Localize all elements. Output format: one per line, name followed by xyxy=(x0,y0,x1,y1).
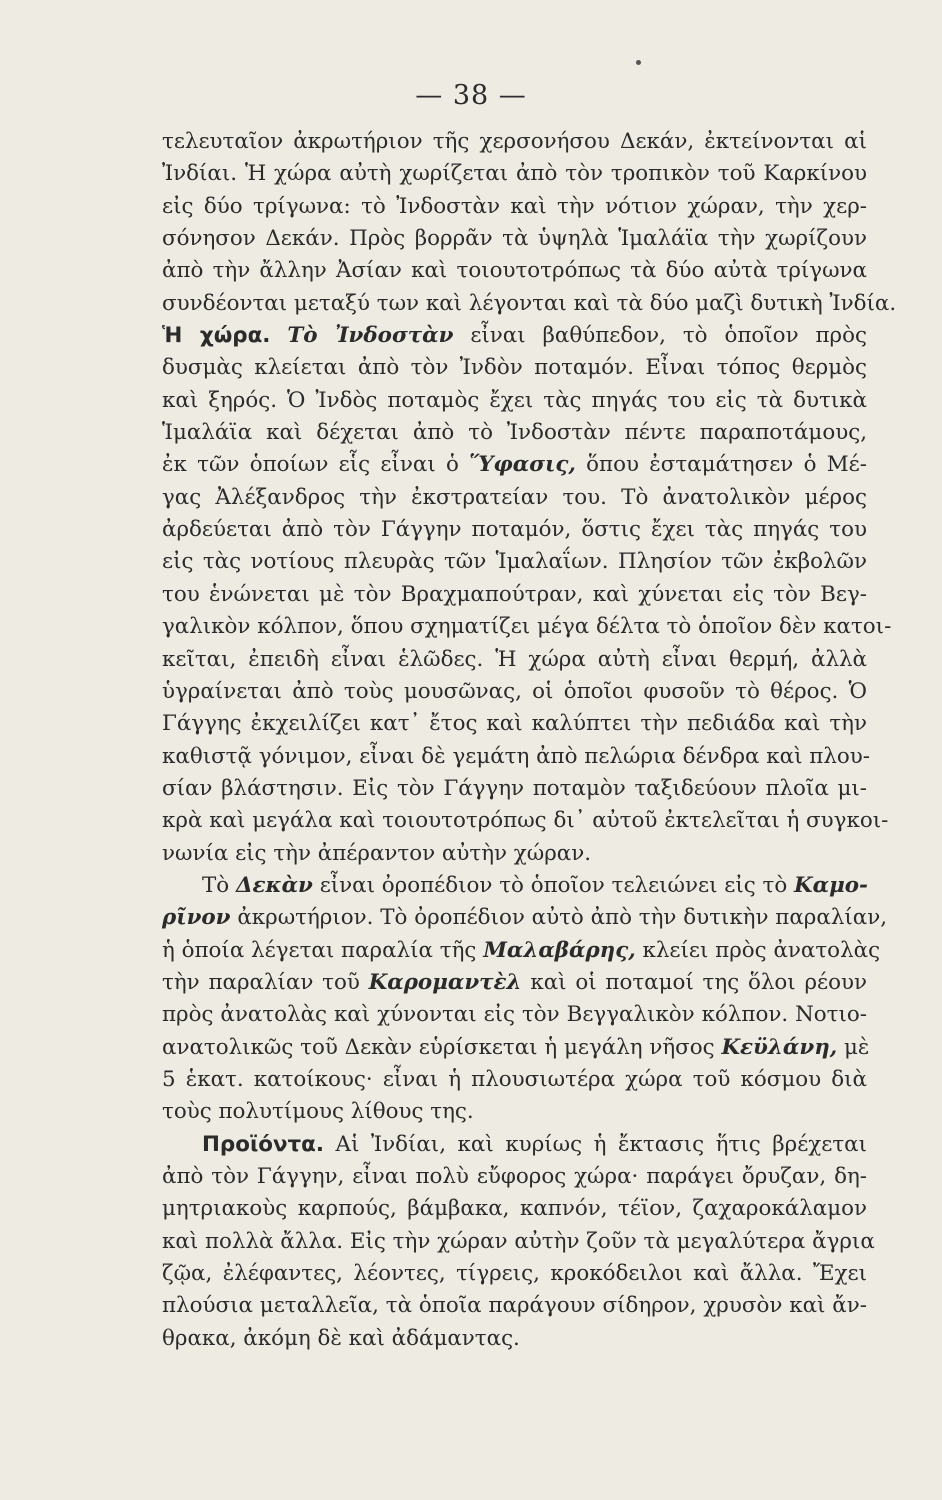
text-run: τοὺς πολυτίμους λίθους της. xyxy=(162,1099,474,1125)
text-line xyxy=(162,999,867,1031)
text-run: ὑγραίνεται ἀπὸ τοὺς μουσῶνας, οἱ ὁποῖοι φυσοῦν τὸ θέρος. Ὁ xyxy=(162,678,867,704)
text-run: πλούσια μεταλλεῖα, τὰ ὁποῖα παράγουν σίδηρον, χρυσὸν καὶ ἄν- xyxy=(162,1293,867,1319)
page-number: — 38 — xyxy=(415,80,527,111)
text-line xyxy=(162,449,867,481)
text-line xyxy=(162,126,867,158)
text-run: ὅπου ἐσταμάτησεν ὁ Μέ- xyxy=(575,452,867,478)
text-run: δυσμὰς κλείεται ἀπὸ τὸν Ἰνδὸν ποταμόν. Εἶναι τόπος θερμὸς xyxy=(162,355,867,381)
text-run: μὲ xyxy=(837,1034,870,1060)
text-line xyxy=(162,514,867,546)
text-run: ἀπὸ τὴν ἄλλην Ἀσίαν καὶ τοιουτοτρόπως τὰ δύο αὐτὰ τρίγωνα xyxy=(162,258,867,284)
text-run: κεῖται, ἐπειδὴ εἶναι ἑλῶδες. Ἡ χώρα αὐτὴ εἶναι θερμή, ἀλλὰ xyxy=(162,646,867,672)
text-run: εἶναι ὀροπέδιον τὸ ὁποῖον τελειώνει εἰς τὸ xyxy=(312,872,795,898)
text-line xyxy=(162,611,892,643)
text-run: κρὰ καὶ μεγάλα καὶ τοιουτοτρόπως δι᾿ αὐτοῦ ἐκτελεῖται ἡ συγκοι- xyxy=(162,808,889,834)
text-line xyxy=(162,288,897,320)
text-run: Ἰνδίαι. Ἡ χώρα αὐτὴ χωρίζεται ἀπὸ τὸν τροπικὸν τοῦ Καρκίνου xyxy=(162,161,867,187)
text-run: τελευταῖον ἀκρωτήριον τῆς χερσονήσου Δεκάν, ἐκτείνονται αἱ xyxy=(162,129,867,154)
emphasized-term: Ἡ χώρα. xyxy=(162,323,271,349)
text-run: θρακα, ἀκόμη δὲ καὶ ἀδάμαντας. xyxy=(162,1325,520,1351)
text-line xyxy=(162,1064,867,1096)
text-line xyxy=(162,1161,867,1193)
text-run: σόνησον Δεκάν. Πρὸς βορρᾶν τὰ ὑψηλὰ Ἱμαλάϊα τὴν χωρίζουν xyxy=(162,226,867,252)
text-line xyxy=(162,1096,867,1128)
text-run: ἡ ὁποία λέγεται παραλία τῆς xyxy=(162,937,484,963)
text-run: του ἑνώνεται μὲ τὸν Βραχμαπούτραν, καὶ χύνεται εἰς τὸν Βεγ- xyxy=(162,581,867,607)
text-run: ἀκρωτήριον. Τὸ ὀροπέδιον αὐτὸ ἀπὸ τὴν δυτικὴν παραλίαν, xyxy=(230,905,888,931)
text-line xyxy=(162,741,871,773)
emphasized-term: Τὸ Ἰνδοστὰν xyxy=(287,323,454,349)
text-run: συνδέονται μεταξύ των καὶ λέγονται καὶ τὰ δύο μαζὶ δυτικὴ Ἰνδία. xyxy=(162,290,897,316)
text-run: ἐκ τῶν ὁποίων εἷς εἶναι ὁ xyxy=(162,452,470,478)
text-run: ἀρδεύεται ἀπὸ τὸν Γάγγην ποταμόν, ὅστις ἔχει τὰς πηγάς του xyxy=(162,517,867,543)
text-line xyxy=(162,935,881,967)
text-run: καθιστᾷ γόνιμον, εἶναι δὲ γεμάτη ἀπὸ πελώρια δένδρα καὶ πλου- xyxy=(162,743,871,769)
text-line xyxy=(162,352,867,384)
text-line xyxy=(162,838,867,870)
text-run: εἰς τὰς νοτίους πλευρὰς τῶν Ἱμαλαΐων. Πλησίον τῶν ἐκβολῶν xyxy=(162,549,867,575)
text-run: ζῷα, ἐλέφαντες, λέοντες, τίγρεις, κροκόδειλοι καὶ ἄλλα. Ἔχει xyxy=(162,1261,867,1287)
text-run xyxy=(270,323,287,348)
text-run: εἶναι βαθύπεδον, τὸ ὁποῖον πρὸς xyxy=(453,323,867,349)
text-line xyxy=(162,417,867,449)
text-line xyxy=(162,385,867,417)
text-line xyxy=(162,158,867,190)
text-line xyxy=(162,773,867,805)
text-run: πρὸς ἀνατολὰς καὶ χύνονται εἰς τὸν Βεγγαλικὸν κόλπον. Νοτιο- xyxy=(162,1002,867,1028)
text-run: τὴν παραλίαν τοῦ xyxy=(162,969,369,995)
text-line xyxy=(162,1032,870,1064)
text-line xyxy=(162,546,867,578)
emphasized-term: Μαλαβάρης, xyxy=(483,937,636,963)
text-line xyxy=(162,1226,875,1258)
text-line xyxy=(162,870,867,902)
text-run: εἰς δύο τρίγωνα: τὸ Ἰνδοστὰν καὶ τὴν νότιον χώραν, τὴν χερ- xyxy=(162,193,867,219)
emphasized-term: Δεκὰν xyxy=(235,872,313,898)
text-run: καὶ οἱ ποταμοί της ὅλοι ρέουν xyxy=(521,969,867,995)
text-line xyxy=(162,1290,867,1322)
text-line xyxy=(162,255,867,287)
text-run: γας Ἀλέξανδρος τὴν ἐκστρατείαν του. Τὸ ἀνατολικὸν μέρος xyxy=(162,484,867,510)
text-run: καὶ πολλὰ ἄλλα. Εἰς τὴν χώραν αὐτὴν ζοῦν τὰ μεγαλύτερα ἄγρια xyxy=(162,1228,875,1254)
text-run: ἀπὸ τὸν Γάγγην, εἶναι πολὺ εὔφορος χώρα· παράγει ὄρυζαν, δη- xyxy=(162,1164,867,1189)
text-line xyxy=(162,644,867,676)
text-run: νωνία εἰς τὴν ἀπέραντον αὐτὴν χώραν. xyxy=(162,840,592,866)
text-line xyxy=(162,967,867,999)
text-line xyxy=(162,708,867,740)
text-run: γαλικὸν κόλπον, ὅπου σχηματίζει μέγα δέλτα τὸ ὁποῖον δὲν κατοι- xyxy=(162,614,892,640)
text-line xyxy=(162,902,888,934)
text-line xyxy=(162,482,867,514)
text-run: κλείει πρὸς ἀνατολὰς xyxy=(635,937,881,963)
emphasized-term: Κεϋλάνη, xyxy=(721,1034,838,1060)
emphasized-term: Καρομαντὲλ xyxy=(368,969,522,995)
page-body-text xyxy=(162,126,897,1355)
text-line xyxy=(162,579,867,611)
text-run: ανατολικῶς τοῦ Δεκὰν εὑρίσκεται ἡ μεγάλη νῆσος xyxy=(162,1034,722,1060)
text-run: Τὸ xyxy=(202,872,236,898)
emphasized-term: Προϊόντα. xyxy=(202,1131,324,1157)
text-line xyxy=(162,1323,867,1355)
text-run: σίαν βλάστησιν. Εἰς τὸν Γάγγην ποταμὸν ταξιδεύουν πλοῖα μι- xyxy=(162,775,867,801)
text-line xyxy=(162,320,867,352)
text-run: Αἱ Ἰνδίαι, καὶ κυρίως ἡ ἔκτασις ἥτις βρέχεται xyxy=(323,1131,867,1157)
text-line xyxy=(162,1193,867,1225)
text-line xyxy=(162,805,889,837)
text-line xyxy=(162,1129,867,1161)
emphasized-term: ρῖνον xyxy=(162,905,231,931)
text-run: Γάγγης ἐκχειλίζει κατ᾿ ἔτος καὶ καλύπτει τὴν πεδιάδα καὶ τὴν xyxy=(162,711,867,737)
text-run: 5 ἑκατ. κατοίκους· εἶναι ἡ πλουσιωτέρα χώρα τοῦ κόσμου διὰ xyxy=(162,1066,867,1092)
text-line xyxy=(162,1258,867,1290)
ink-speck xyxy=(636,60,641,65)
text-run: μητριακοὺς καρπούς, βάμβακα, καπνόν, τέϊον, ζαχαροκάλαμον xyxy=(162,1196,867,1222)
emphasized-term: Καμο- xyxy=(794,872,868,898)
text-line xyxy=(162,223,867,255)
text-line xyxy=(162,191,867,223)
text-run: καὶ ξηρός. Ὁ Ἰνδὸς ποταμὸς ἔχει τὰς πηγάς του εἰς τὰ δυτικὰ xyxy=(162,387,867,413)
text-line xyxy=(162,676,867,708)
text-run: Ἱμαλάϊα καὶ δέχεται ἀπὸ τὸ Ἰνδοστὰν πέντε παραποτάμους, xyxy=(162,420,867,446)
emphasized-term: Ὕφασις, xyxy=(469,452,576,478)
